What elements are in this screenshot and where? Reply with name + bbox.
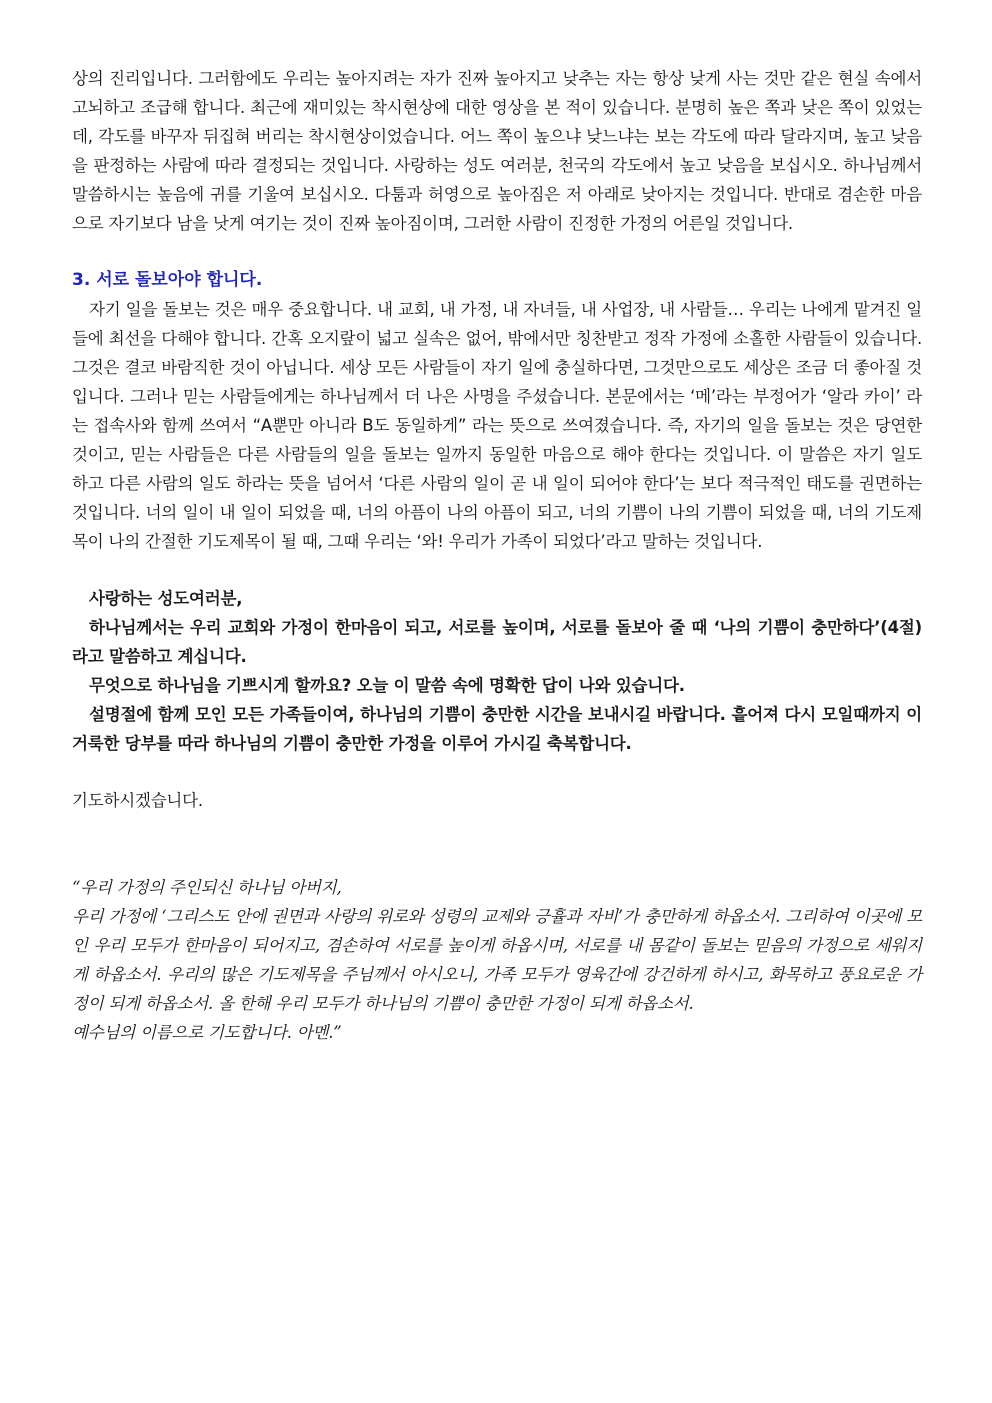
- prayer-line-1: “우리 가정의 주인되신 하나님 아버지,: [72, 878, 342, 897]
- closing-line-1: 하나님께서는 우리 교회와 가정이 한마음이 되고, 서로를 높이며, 서로를 돌보아 줄 때 ‘나의 기쁨이 충만하다’(4절)라고 말씀하고 계십니다.: [72, 618, 922, 666]
- pray-intro: 기도하시겠습니다.: [72, 791, 203, 810]
- section-3-paragraph: 자기 일을 돌보는 것은 매우 중요합니다. 내 교회, 내 가정, 내 자녀들, 내 사업장, 내 사람들… 우리는 나에게 맡겨진 일들에 최선을 다해야 합니다. 간혹 오지랖이 넓고 실속은 없어, 밖에서만 칭찬받고 정작 가정에 소홀한 사람들이 있습니다. 그것은 결코 바람직한 것이 아닙니다. 세상 모든 사람들이 자기 일에 충실하다면, 그것만으로도 세상은 조금 더 좋아질 것입니다. 그러나 믿는 사람들에게는 하나님께서 더 나은 사명을 주셨습니다. 본문에서는 ‘메’라는 부정어가 ‘알라 카이’ 라는 접속사와 함께 쓰여서 “A뿐만 아니라 B도 동일하게” 라는 뜻으로 쓰여졌습니다. 즉, 자기의 일을 돌보는 것은 당연한 것이고, 믿는 사람들은 다른 사람들의 일을 돌보는 일까지 동일한 마음으로 해야 한다는 것입니다. 이 말씀은 자기 일도 하고 다른 사람의 일도 하라는 뜻을 넘어서 ‘다른 사람의 일이 곧 내 일이 되어야 한다’는 보다 적극적인 태도를 권면하는 것입니다. 너의 일이 내 일이 되었을 때, 너의 아픔이 나의 아픔이 되고, 너의 기쁨이 나의 기쁨이 되었을 때, 너의 기도제목이 나의 간절한 기도제목이 될 때, 그때 우리는 ‘와! 우리가 가족이 되었다’라고 말하는 것입니다.: [72, 300, 922, 551]
- section-3-heading: 3. 서로 돌보아야 합니다.: [72, 270, 263, 290]
- prayer-block: [72, 873, 922, 1047]
- prayer-line-2: 우리 가정에 ‘그리스도 안에 권면과 사랑의 위로와 성령의 교제와 긍휼과 자비’가 충만하게 하옵소서. 그리하여 이곳에 모인 우리 모두가 한마음이 되어지고, 겸손하여 서로를 높이게 하옵시며, 서로를 내 몸같이 돌보는 믿음의 가정으로 세워지게 하옵소서. 우리의 많은 기도제목을 주님께서 아시오니, 가족 모두가 영육간에 강건하게 하시고, 화목하고 풍요로운 가정이 되게 하옵소서. 올 한해 우리 모두가 하나님의 기쁨이 충만한 가정이 되게 하옵소서.: [72, 907, 922, 1013]
- closing-block: [72, 584, 922, 758]
- closing-line-2: 무엇으로 하나님을 기쁘시게 할까요? 오늘 이 말씀 속에 명확한 답이 나와 있습니다.: [89, 676, 685, 695]
- closing-greeting: 사랑하는 성도여러분,: [89, 589, 243, 608]
- pray-intro-block: [72, 786, 922, 815]
- intro-paragraph: 상의 진리입니다. 그러함에도 우리는 높아지려는 자가 진짜 높아지고 낮추는 자는 항상 낮게 사는 것만 같은 현실 속에서 고뇌하고 조급해 합니다. 최근에 재미있는 착시현상에 대한 영상을 본 적이 있습니다. 분명히 높은 쪽과 낮은 쪽이 있었는데, 각도를 바꾸자 뒤집혀 버리는 착시현상이었습니다. 어느 쪽이 높으냐 낮느냐는 보는 각도에 따라 달라지며, 높고 낮음을 판정하는 사람에 따라 결정되는 것입니다. 사랑하는 성도 여러분, 천국의 각도에서 높고 낮음을 보십시오. 하나님께서 말씀하시는 높음에 귀를 기울여 보십시오. 다툼과 허영으로 높아짐은 저 아래로 낮아지는 것입니다. 반대로 겸손한 마음으로 자기보다 남을 낫게 여기는 것이 진짜 높아짐이며, 그러한 사람이 진정한 가정의 어른일 것입니다.: [72, 69, 922, 233]
- closing-line-3: 설명절에 함께 모인 모든 가족들이여, 하나님의 기쁨이 충만한 시간을 보내시길 바랍니다. 흩어져 다시 모일때까지 이 거룩한 당부를 따라 하나님의 기쁨이 충만한 가정을 이루어 가시길 축복합니다.: [72, 705, 922, 753]
- document-page: [72, 64, 922, 1047]
- prayer-line-3: 예수님의 이름으로 기도합니다. 아멘.”: [72, 1023, 342, 1042]
